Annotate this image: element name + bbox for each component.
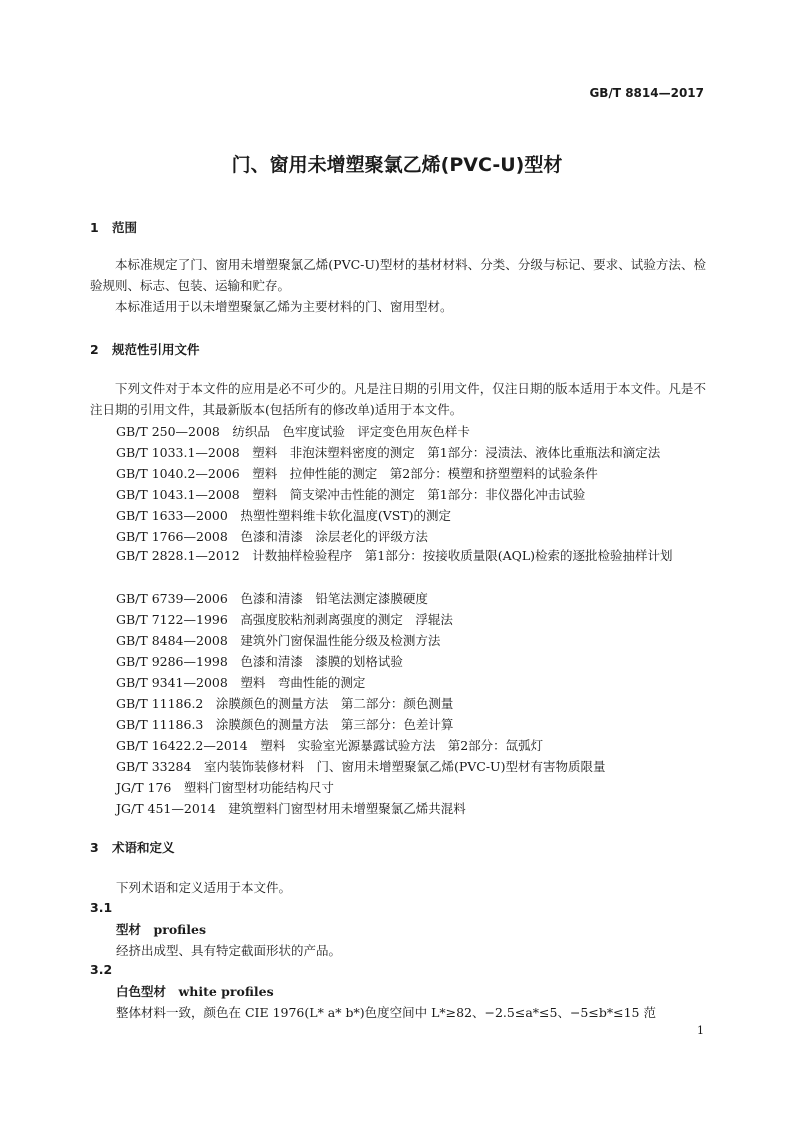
reference-item: GB/T 1043.1—2008 塑料 简支梁冲击性能的测定 第1部分：非仪器化冲击试验: [116, 487, 586, 502]
reference-item: GB/T 7122—1996 高强度胶粘剂剥离强度的测定 浮辊法: [116, 612, 453, 627]
section-number: 1: [90, 220, 99, 235]
term-number: 3.1: [90, 900, 113, 915]
reference-item: GB/T 8484—2008 建筑外门窗保温性能分级及检测方法: [116, 633, 441, 648]
reference-item: GB/T 16422.2—2014 塑料 实验室光源暴露试验方法 第2部分：氙弧灯: [116, 738, 544, 753]
scope-paragraph-2: 本标准适用于以未增塑聚氯乙烯为主要材料的门、窗用型材。: [115, 299, 453, 314]
reference-item: GB/T 1766—2008 色漆和清漆 涂层老化的评级方法: [116, 529, 428, 544]
document-title: 门、窗用未增塑聚氯乙烯(PVC-U)型材: [231, 154, 563, 176]
reference-item: GB/T 2828.1—2012 计数抽样检验程序 第1部分：按接收质量限(AQL)检索的逐批检验抽样计划: [116, 548, 673, 563]
reference-item: GB/T 6739—2006 色漆和清漆 铅笔法测定漆膜硬度: [116, 591, 428, 606]
reference-item: GB/T 9341—2008 塑料 弯曲性能的测定: [116, 675, 366, 690]
section-3-heading: [90, 838, 175, 856]
reference-item: JG/T 176 塑料门窗型材功能结构尺寸: [116, 780, 334, 795]
term-number: 3.2: [90, 962, 113, 977]
section-title: 术语和定义: [112, 840, 175, 855]
term-definition: 整体材料一致，颜色在 CIE 1976(L* a* b*)色度空间中 L*≥82、−2.5≤a*≤5、−5≤b*≤15 范: [116, 1005, 656, 1020]
reference-item: GB/T 250—2008 纺织品 色牢度试验 评定变色用灰色样卡: [116, 424, 470, 439]
section-title: 规范性引用文件: [112, 342, 200, 357]
reference-item: GB/T 1040.2—2006 塑料 拉伸性能的测定 第2部分：模塑和挤塑塑料的试验条件: [116, 466, 598, 481]
term-name: 型材 profiles: [116, 922, 206, 937]
scope-paragraph-1: 本标准规定了门、窗用未增塑聚氯乙烯(PVC-U)型材的基材材料、分类、分级与标记、要求、试验方法、检验规则、标志、包装、运输和贮存。: [90, 257, 706, 293]
section-title: 范围: [112, 220, 138, 235]
reference-item: GB/T 9286—1998 色漆和清漆 漆膜的划格试验: [116, 654, 403, 669]
reference-item: GB/T 1633—2000 热塑性塑料维卡软化温度(VST)的测定: [116, 508, 451, 523]
section-2-heading: [90, 340, 200, 358]
section-number: 2: [90, 342, 99, 357]
section-number: 3: [90, 840, 99, 855]
reference-item: JG/T 451—2014 建筑塑料门窗型材用未增塑聚氯乙烯共混料: [116, 801, 466, 816]
reference-item: GB/T 1033.1—2008 塑料 非泡沫塑料密度的测定 第1部分：浸渍法、液体比重瓶法和滴定法: [116, 445, 661, 460]
reference-item: GB/T 11186.3 涂膜颜色的测量方法 第三部分：色差计算: [116, 717, 454, 732]
terms-intro: 下列术语和定义适用于本文件。: [116, 880, 292, 895]
references-intro: 下列文件对于本文件的应用是必不可少的。凡是注日期的引用文件，仅注日期的版本适用于本文件。凡是不注日期的引用文件，其最新版本(包括所有的修改单)适用于本文件。: [90, 381, 706, 417]
term-name: 白色型材 white profiles: [116, 984, 274, 999]
reference-item: GB/T 33284 室内装饰装修材料 门、窗用未增塑聚氯乙烯(PVC-U)型材有害物质限量: [116, 759, 606, 774]
term-definition: 经挤出成型、具有特定截面形状的产品。: [116, 943, 342, 958]
section-1-heading: [90, 218, 137, 236]
reference-item: GB/T 11186.2 涂膜颜色的测量方法 第二部分：颜色测量: [116, 696, 454, 711]
page-number: 1: [697, 1024, 704, 1037]
standard-code: GB/T 8814—2017: [589, 86, 704, 100]
